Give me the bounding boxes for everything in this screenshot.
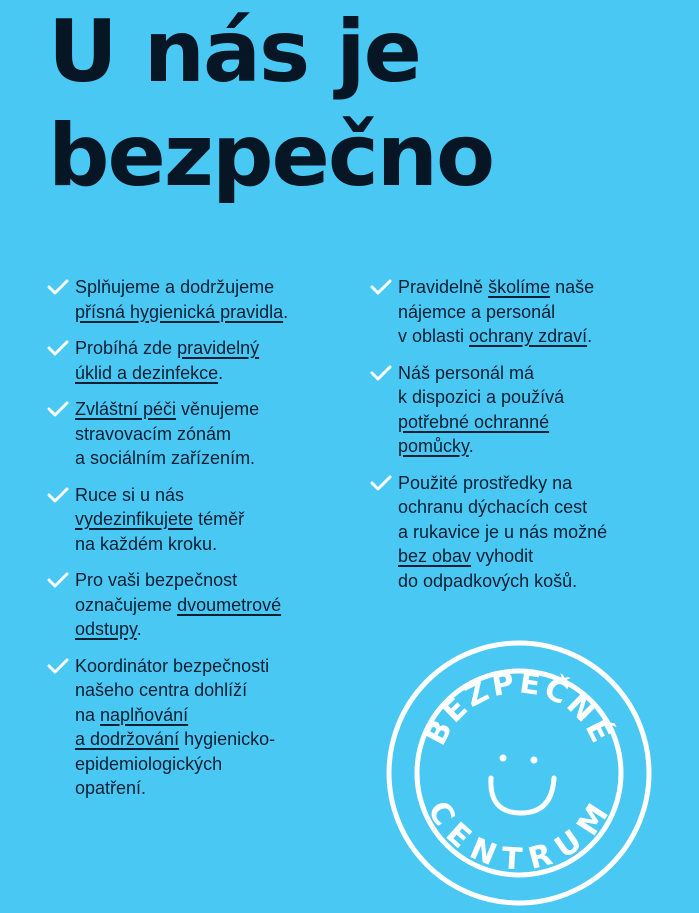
text-segment: a rukavice je u nás možné xyxy=(398,521,608,542)
emphasis-link: vydezinfikujete xyxy=(75,509,194,529)
text-segment: naše xyxy=(550,277,595,297)
list-item xyxy=(46,568,346,642)
list-item-text xyxy=(75,570,281,639)
emphasis-link: úklid a dezinfekce xyxy=(75,362,219,383)
emphasis-link: Zvláštní péči xyxy=(75,399,177,419)
list-item xyxy=(46,275,346,324)
text-segment: našeho centra dohlíží xyxy=(75,680,248,700)
checkmark-icon xyxy=(47,572,69,588)
text-segment: Pravidelně xyxy=(398,277,489,297)
list-item-text xyxy=(75,485,244,554)
text-segment: k dispozici a používá xyxy=(398,387,565,407)
title-line-1: U nás je xyxy=(48,2,420,102)
list-item-text xyxy=(398,473,607,591)
emphasis-link: naplňování xyxy=(100,704,189,725)
list-item xyxy=(46,397,346,471)
text-segment: . xyxy=(218,362,224,383)
text-segment: do odpadkových košů. xyxy=(398,570,578,591)
text-segment: hygienicko- xyxy=(179,729,276,749)
list-item xyxy=(369,471,669,594)
emphasis-link: bez obav xyxy=(398,546,472,566)
emphasis-link: odstupy xyxy=(75,619,137,639)
smiley-face-icon xyxy=(491,755,554,814)
svg-text:BEZPEČNÉ xyxy=(418,665,620,751)
safety-measures-left-column xyxy=(46,275,346,813)
text-segment: stravovacím zónám xyxy=(75,423,232,444)
text-segment: Probíhá zde xyxy=(75,338,178,358)
title-line-2: bezpečno xyxy=(48,106,494,206)
text-segment: epidemiologických xyxy=(75,753,223,774)
stamp-top-text: BEZPEČNÉ xyxy=(418,665,620,751)
text-segment: věnujeme xyxy=(176,399,260,419)
emphasis-link: potřebné ochranné xyxy=(398,411,550,432)
list-item-text xyxy=(75,656,275,799)
list-item-text xyxy=(75,277,288,322)
emphasis-link: přísná hygienická pravidla xyxy=(75,301,284,322)
emphasis-link: dvoumetrové xyxy=(177,594,282,615)
emphasis-link: ochrany zdraví xyxy=(469,326,588,346)
emphasis-link: a dodržování xyxy=(75,729,180,749)
list-item-text xyxy=(398,363,564,457)
text-segment: v oblasti xyxy=(398,326,470,346)
list-item-text xyxy=(75,399,259,468)
stamp-bottom-text: CENTRUM xyxy=(420,795,618,878)
list-item xyxy=(369,361,669,459)
checkmark-icon xyxy=(47,401,69,417)
text-segment: vyhodit xyxy=(471,546,534,566)
emphasis-link: pravidelný xyxy=(177,338,260,358)
list-item xyxy=(369,275,669,349)
text-segment: Náš personál má xyxy=(398,362,535,383)
text-segment: opatření. xyxy=(75,778,147,798)
text-segment: Pro vaši bezpečnost xyxy=(75,570,238,590)
checkmark-icon xyxy=(370,365,392,381)
checkmark-icon xyxy=(370,279,392,295)
text-segment: téměř xyxy=(193,509,245,529)
text-segment: . xyxy=(136,619,142,639)
svg-text:CENTRUM xyxy=(420,795,617,877)
text-segment: Ruce si u nás xyxy=(75,484,185,505)
text-segment: Koordinátor bezpečnosti xyxy=(75,655,270,676)
emphasis-link: školíme xyxy=(488,277,551,297)
text-segment: . xyxy=(468,436,474,456)
text-segment: Použité prostředky na xyxy=(398,472,573,493)
checkmark-icon xyxy=(47,279,69,295)
checkmark-icon xyxy=(47,340,69,356)
safe-centre-stamp xyxy=(384,638,654,908)
list-item xyxy=(46,336,346,385)
list-item xyxy=(46,654,346,801)
list-item xyxy=(46,483,346,557)
list-item-text xyxy=(75,338,259,383)
text-segment: . xyxy=(283,301,289,322)
checkmark-icon xyxy=(47,658,69,674)
emphasis-link: pomůcky xyxy=(398,436,469,456)
text-segment: nájemce a personál xyxy=(398,301,556,322)
text-segment: ochranu dýchacích cest xyxy=(398,497,588,517)
list-item-text xyxy=(398,277,594,346)
text-segment: . xyxy=(587,326,593,346)
safety-measures-right-column xyxy=(369,275,669,605)
text-segment: na každém kroku. xyxy=(75,533,218,554)
text-segment: na xyxy=(75,704,101,725)
checkmark-icon xyxy=(370,475,392,491)
text-segment: Splňujeme a dodržujeme xyxy=(75,277,275,297)
text-segment: označujeme xyxy=(75,594,178,615)
checkmark-icon xyxy=(47,487,69,503)
page-title xyxy=(48,0,668,208)
text-segment: a sociálním zařízením. xyxy=(75,448,256,468)
